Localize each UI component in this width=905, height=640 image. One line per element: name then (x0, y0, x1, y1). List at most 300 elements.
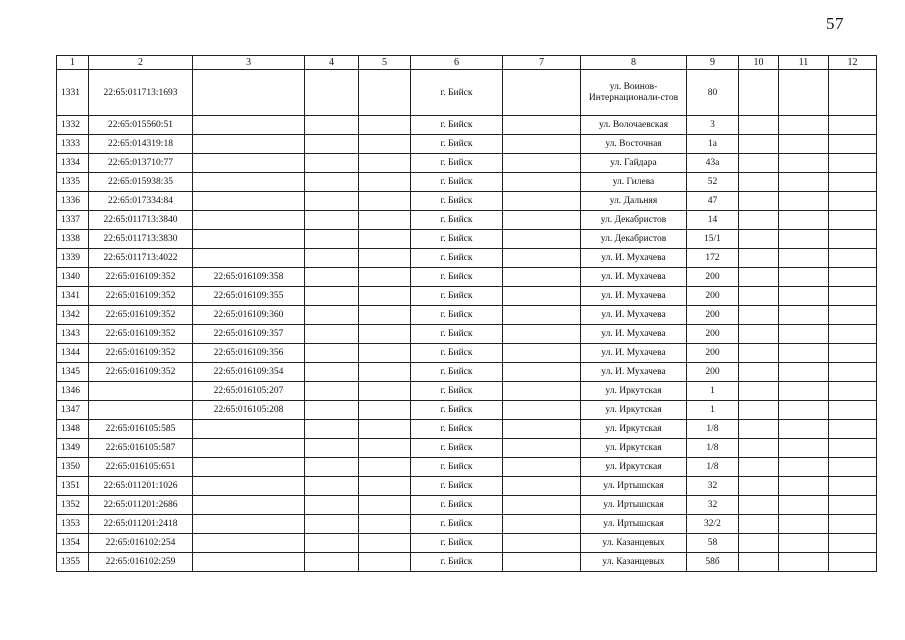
table-cell: г. Бийск (411, 401, 503, 420)
table-cell (193, 230, 305, 249)
table-row (57, 306, 877, 325)
table-cell (359, 534, 411, 553)
table-cell: 58б (687, 553, 739, 572)
table-cell (359, 363, 411, 382)
table-cell (359, 477, 411, 496)
table-cell (503, 306, 581, 325)
table-cell: ул. И. Мухачева (581, 306, 687, 325)
table-cell (193, 70, 305, 116)
table-cell (359, 268, 411, 287)
table-cell: ул. Декабристов (581, 230, 687, 249)
table-cell: 1349 (57, 439, 89, 458)
table-cell: 22:65:016109:352 (89, 287, 193, 306)
registry-table (56, 55, 877, 572)
table-cell: 1354 (57, 534, 89, 553)
table-cell (305, 553, 359, 572)
table-cell (305, 211, 359, 230)
table-cell: 22:65:016102:254 (89, 534, 193, 553)
table-cell: 172 (687, 249, 739, 268)
table-cell (305, 344, 359, 363)
table-cell (359, 192, 411, 211)
table-cell: 1332 (57, 116, 89, 135)
table-cell: 1343 (57, 325, 89, 344)
table-cell (779, 230, 829, 249)
table-cell: 1344 (57, 344, 89, 363)
table-cell: 1333 (57, 135, 89, 154)
table-cell: 1340 (57, 268, 89, 287)
table-cell (359, 249, 411, 268)
table-cell: ул. Казанцевых (581, 534, 687, 553)
table-cell: 15/1 (687, 230, 739, 249)
header-cell: 12 (829, 56, 877, 70)
table-row (57, 230, 877, 249)
table-cell (503, 439, 581, 458)
table-cell: 58 (687, 534, 739, 553)
table-cell (503, 268, 581, 287)
table-row (57, 344, 877, 363)
table-cell (503, 230, 581, 249)
table-cell: 1/8 (687, 439, 739, 458)
table-row (57, 401, 877, 420)
table-cell (359, 439, 411, 458)
table-cell (779, 268, 829, 287)
table-cell (503, 458, 581, 477)
table-cell: 1352 (57, 496, 89, 515)
table-cell: г. Бийск (411, 325, 503, 344)
table-cell: ул. Иртышская (581, 477, 687, 496)
table-cell: 200 (687, 268, 739, 287)
table-cell: 1341 (57, 287, 89, 306)
table-cell (305, 192, 359, 211)
table-row (57, 325, 877, 344)
table-cell: 1а (687, 135, 739, 154)
table-row (57, 268, 877, 287)
table-cell (739, 325, 779, 344)
table-cell: 1346 (57, 382, 89, 401)
table-cell: ул. И. Мухачева (581, 325, 687, 344)
table-cell: ул. Иркутская (581, 401, 687, 420)
table-cell (829, 515, 877, 534)
table-cell (779, 477, 829, 496)
table-cell (739, 439, 779, 458)
table-cell: ул. Иркутская (581, 439, 687, 458)
table-cell (739, 154, 779, 173)
table-cell: г. Бийск (411, 439, 503, 458)
table-cell (829, 458, 877, 477)
table-cell: г. Бийск (411, 420, 503, 439)
table-cell: 200 (687, 306, 739, 325)
table-cell: 22:65:011713:3830 (89, 230, 193, 249)
table-cell: г. Бийск (411, 135, 503, 154)
table-cell: 22:65:016105:208 (193, 401, 305, 420)
table-cell (779, 135, 829, 154)
table-row (57, 439, 877, 458)
table-cell (503, 154, 581, 173)
table-row (57, 553, 877, 572)
table-row (57, 287, 877, 306)
table-cell (829, 382, 877, 401)
table-cell (193, 135, 305, 154)
table-cell: 1 (687, 382, 739, 401)
table-cell (829, 325, 877, 344)
table-cell (503, 135, 581, 154)
table-cell: 1351 (57, 477, 89, 496)
table-cell (779, 116, 829, 135)
table-cell (305, 135, 359, 154)
table-cell (193, 553, 305, 572)
table-cell (779, 211, 829, 230)
table-cell: ул. Восточная (581, 135, 687, 154)
table-cell: г. Бийск (411, 382, 503, 401)
table-cell: 22:65:016105:585 (89, 420, 193, 439)
header-cell: 9 (687, 56, 739, 70)
table-cell: 47 (687, 192, 739, 211)
table-cell: г. Бийск (411, 268, 503, 287)
table-cell (739, 420, 779, 439)
table-cell (829, 477, 877, 496)
table-cell: 1331 (57, 70, 89, 116)
table-cell (89, 401, 193, 420)
table-cell (779, 382, 829, 401)
page-number: 57 (826, 14, 844, 33)
table-cell: 80 (687, 70, 739, 116)
table-cell (503, 70, 581, 116)
table-cell (359, 70, 411, 116)
table-cell: 1350 (57, 458, 89, 477)
table-cell (779, 306, 829, 325)
table-cell (359, 287, 411, 306)
table-cell: 200 (687, 287, 739, 306)
table-cell (305, 154, 359, 173)
table-cell (305, 439, 359, 458)
table-cell: ул. Иркутская (581, 420, 687, 439)
table-cell (779, 192, 829, 211)
table-cell (829, 192, 877, 211)
table-cell (89, 382, 193, 401)
table-cell: ул. Иртышская (581, 496, 687, 515)
table-cell (305, 70, 359, 116)
table-row (57, 515, 877, 534)
table-cell: 43а (687, 154, 739, 173)
table-cell: 1345 (57, 363, 89, 382)
table-cell: ул. Дальняя (581, 192, 687, 211)
table-cell: 3 (687, 116, 739, 135)
table-cell: ул. И. Мухачева (581, 249, 687, 268)
table-cell (305, 268, 359, 287)
table-cell (193, 420, 305, 439)
table-cell (503, 287, 581, 306)
table-cell (739, 192, 779, 211)
table-cell: 200 (687, 344, 739, 363)
table-cell (739, 306, 779, 325)
table-cell (779, 496, 829, 515)
table-cell: г. Бийск (411, 70, 503, 116)
table-cell: г. Бийск (411, 173, 503, 192)
table-cell (829, 344, 877, 363)
table-cell (829, 268, 877, 287)
table-cell: 52 (687, 173, 739, 192)
table-cell (739, 116, 779, 135)
table-cell (503, 344, 581, 363)
table-cell: 1347 (57, 401, 89, 420)
table-cell (359, 420, 411, 439)
table-cell (503, 192, 581, 211)
table-cell (359, 553, 411, 572)
table-cell: 22:65:011713:1693 (89, 70, 193, 116)
table-cell: 22:65:016109:357 (193, 325, 305, 344)
table-cell (503, 496, 581, 515)
table-cell (739, 458, 779, 477)
table-cell: 22:65:016109:355 (193, 287, 305, 306)
table-row (57, 70, 877, 116)
table-cell: 22:65:015938:35 (89, 173, 193, 192)
table-cell (305, 401, 359, 420)
table-cell: 22:65:011201:1026 (89, 477, 193, 496)
table-cell (305, 515, 359, 534)
table-cell (305, 363, 359, 382)
table-cell: 200 (687, 325, 739, 344)
table-cell: 22:65:016109:352 (89, 344, 193, 363)
table-row (57, 211, 877, 230)
table-cell (779, 401, 829, 420)
table-cell: 22:65:016109:352 (89, 306, 193, 325)
header-cell: 2 (89, 56, 193, 70)
table-cell: 32 (687, 477, 739, 496)
table-cell (779, 344, 829, 363)
table-cell (359, 116, 411, 135)
table-cell (359, 344, 411, 363)
table-cell: ул. И. Мухачева (581, 344, 687, 363)
table-cell (779, 458, 829, 477)
table-cell (779, 553, 829, 572)
table-cell: г. Бийск (411, 458, 503, 477)
table-cell (305, 458, 359, 477)
table-cell (305, 230, 359, 249)
table-cell (503, 363, 581, 382)
header-cell: 8 (581, 56, 687, 70)
table-cell (359, 515, 411, 534)
header-cell: 1 (57, 56, 89, 70)
table-cell (305, 116, 359, 135)
table-cell (193, 515, 305, 534)
table-cell (305, 325, 359, 344)
table-cell: г. Бийск (411, 192, 503, 211)
table-cell (503, 249, 581, 268)
table-cell (739, 230, 779, 249)
table-cell (739, 249, 779, 268)
table-cell (193, 173, 305, 192)
table-cell (193, 154, 305, 173)
table-cell (359, 306, 411, 325)
table-cell: 22:65:014319:18 (89, 135, 193, 154)
table-cell: ул. И. Мухачева (581, 363, 687, 382)
table-cell (739, 382, 779, 401)
table-cell (829, 70, 877, 116)
table-cell: г. Бийск (411, 344, 503, 363)
table-cell (193, 439, 305, 458)
header-cell: 3 (193, 56, 305, 70)
table-cell (739, 344, 779, 363)
table-cell (829, 135, 877, 154)
table-cell (829, 306, 877, 325)
table-cell (829, 116, 877, 135)
table-cell (829, 553, 877, 572)
table-cell (359, 496, 411, 515)
table-cell: г. Бийск (411, 515, 503, 534)
table-cell (739, 496, 779, 515)
table-cell (503, 325, 581, 344)
table-cell: ул. Казанцевых (581, 553, 687, 572)
table-cell (779, 325, 829, 344)
table-cell (193, 458, 305, 477)
table-cell: 1336 (57, 192, 89, 211)
table-cell (739, 401, 779, 420)
table-cell (779, 249, 829, 268)
table-cell (779, 173, 829, 192)
table-cell: 22:65:016105:207 (193, 382, 305, 401)
table-cell: г. Бийск (411, 211, 503, 230)
table-cell (779, 439, 829, 458)
table-cell: 1353 (57, 515, 89, 534)
table-cell: ул. Гилева (581, 173, 687, 192)
table-cell (739, 515, 779, 534)
table-cell: 1337 (57, 211, 89, 230)
table-cell: ул. Иркутская (581, 382, 687, 401)
table-cell (359, 230, 411, 249)
table-cell (193, 249, 305, 268)
table-cell: 1348 (57, 420, 89, 439)
table-cell: ул. И. Мухачева (581, 268, 687, 287)
table-row (57, 382, 877, 401)
table-cell (193, 192, 305, 211)
table-cell (739, 70, 779, 116)
table-cell (739, 553, 779, 572)
table-cell (359, 325, 411, 344)
header-row (57, 56, 877, 70)
table-cell (739, 268, 779, 287)
table-cell (305, 534, 359, 553)
table-cell: ул. Волочаевская (581, 116, 687, 135)
table-cell (193, 534, 305, 553)
header-cell: 10 (739, 56, 779, 70)
table-cell (359, 401, 411, 420)
table-cell (305, 306, 359, 325)
table-cell: 1334 (57, 154, 89, 173)
table-cell (305, 382, 359, 401)
table-cell (739, 287, 779, 306)
table-cell (193, 211, 305, 230)
header-cell: 5 (359, 56, 411, 70)
table-cell: 22:65:016102:259 (89, 553, 193, 572)
table-cell (359, 211, 411, 230)
table-cell: 14 (687, 211, 739, 230)
table-cell (829, 230, 877, 249)
table-row (57, 420, 877, 439)
table-row (57, 363, 877, 382)
table-cell: 1335 (57, 173, 89, 192)
table-cell: ул. И. Мухачева (581, 287, 687, 306)
table-cell: 22:65:011713:3840 (89, 211, 193, 230)
table-cell: 22:65:016109:358 (193, 268, 305, 287)
table-cell: 22:65:013710:77 (89, 154, 193, 173)
table-cell: 1355 (57, 553, 89, 572)
table-cell: ул. Иркутская (581, 458, 687, 477)
table-cell: г. Бийск (411, 230, 503, 249)
table-cell (305, 173, 359, 192)
table-cell (305, 477, 359, 496)
table-row (57, 135, 877, 154)
table-row (57, 496, 877, 515)
table-row (57, 249, 877, 268)
table-cell: 22:65:011201:2418 (89, 515, 193, 534)
table-cell (503, 515, 581, 534)
table-cell: 22:65:016109:354 (193, 363, 305, 382)
table-cell (503, 116, 581, 135)
table-cell: 32/2 (687, 515, 739, 534)
table-body (57, 70, 877, 572)
table-cell (503, 534, 581, 553)
table-cell: 22:65:011713:4022 (89, 249, 193, 268)
table-cell: г. Бийск (411, 477, 503, 496)
table-cell: г. Бийск (411, 553, 503, 572)
table-cell: 1338 (57, 230, 89, 249)
table-cell (503, 173, 581, 192)
table-cell (359, 135, 411, 154)
table-cell (193, 477, 305, 496)
table-cell: 1339 (57, 249, 89, 268)
table-cell (503, 477, 581, 496)
table-cell (829, 363, 877, 382)
table-cell: ул. Декабристов (581, 211, 687, 230)
table-cell (739, 135, 779, 154)
table-cell: 1 (687, 401, 739, 420)
table-cell (739, 173, 779, 192)
table-cell: 22:65:016109:352 (89, 268, 193, 287)
table-cell (503, 401, 581, 420)
table-cell (779, 70, 829, 116)
table-cell: ул. Иртышская (581, 515, 687, 534)
table-cell (305, 287, 359, 306)
table-cell (193, 496, 305, 515)
table-cell: 200 (687, 363, 739, 382)
table-cell (739, 363, 779, 382)
table-cell (503, 382, 581, 401)
table-cell: г. Бийск (411, 306, 503, 325)
table-cell (779, 287, 829, 306)
table-cell: 1342 (57, 306, 89, 325)
table-cell (829, 439, 877, 458)
table-row (57, 458, 877, 477)
header-cell: 11 (779, 56, 829, 70)
table-cell (829, 534, 877, 553)
table-cell (359, 382, 411, 401)
table-cell (829, 496, 877, 515)
table-cell: г. Бийск (411, 287, 503, 306)
table-cell: 22:65:015560:51 (89, 116, 193, 135)
table-cell: ул. Гайдара (581, 154, 687, 173)
table-cell (503, 420, 581, 439)
table-cell (779, 534, 829, 553)
table-cell: г. Бийск (411, 154, 503, 173)
table-cell: 1/8 (687, 458, 739, 477)
table-cell (305, 496, 359, 515)
table-row (57, 477, 877, 496)
table-cell (503, 553, 581, 572)
table-cell (779, 363, 829, 382)
table-cell: г. Бийск (411, 249, 503, 268)
table-cell: 22:65:016109:356 (193, 344, 305, 363)
table-cell (779, 515, 829, 534)
